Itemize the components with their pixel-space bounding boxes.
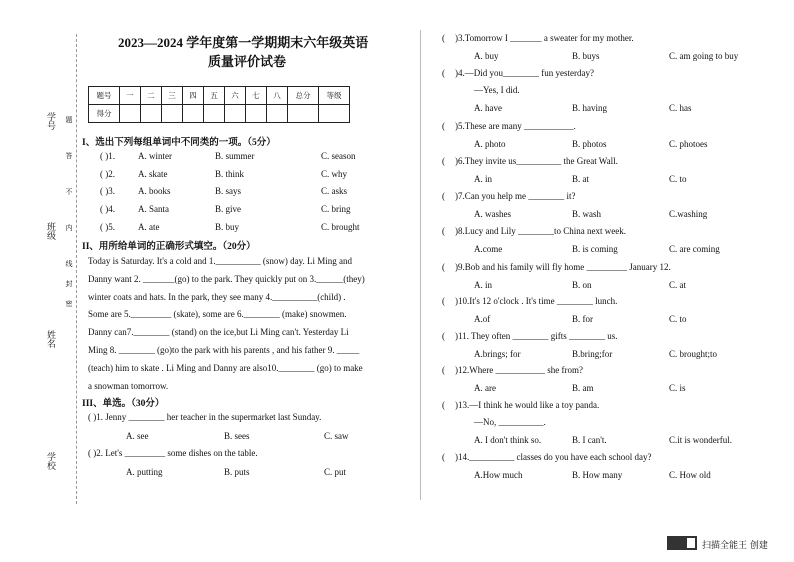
option-a[interactable]: A. buy (474, 51, 499, 61)
option-b[interactable]: B. puts (224, 467, 250, 477)
option-c[interactable]: C. is (669, 383, 686, 393)
question-number: ( )5. (100, 221, 115, 232)
question-text: ( )2. Let's _________ some dishes on the table. (88, 448, 258, 458)
seal-mark: 内 (65, 224, 73, 231)
score-cell[interactable] (120, 105, 141, 123)
question-text: ( )1. Jenny ________ her teacher in the supermarket last Sunday. (88, 412, 322, 422)
question-text: )12.Where ___________ she from? (455, 365, 583, 375)
question-text: )3.Tomorrow I _______ a sweater for my mother. (455, 33, 634, 43)
option-a[interactable]: A. washes (474, 209, 511, 219)
option-b[interactable]: B. photos (572, 139, 607, 149)
question-number: ( )3. (100, 186, 115, 197)
score-cell[interactable] (141, 105, 162, 123)
option-c[interactable]: C. why (321, 168, 348, 179)
option-b[interactable]: B. am (572, 383, 594, 393)
passage-line: Today is Saturday. It's a cold and 1.__________ (snow) day. Li Ming and (88, 256, 353, 266)
answer-paren[interactable]: ( (442, 400, 445, 410)
name-label: 姓名 (45, 330, 55, 348)
answer-paren[interactable]: ( (442, 191, 445, 201)
score-header-cell: 四 (183, 87, 204, 105)
option-b[interactable]: B. having (572, 103, 607, 113)
score-row-label: 得分 (89, 105, 120, 123)
option-a[interactable]: A. books (138, 186, 171, 197)
score-header-cell: 一 (120, 87, 141, 105)
option-a[interactable]: A.of (474, 314, 491, 324)
option-b[interactable]: B. How many (572, 470, 623, 480)
option-c[interactable]: C. saw (324, 431, 349, 441)
option-c[interactable]: C. to (669, 314, 687, 324)
option-b[interactable]: B. summer (215, 151, 255, 161)
option-a[interactable]: A. are (474, 383, 496, 393)
option-b[interactable]: B. think (215, 168, 245, 179)
seal-mark: 封 (65, 280, 73, 287)
score-cell[interactable] (288, 105, 319, 123)
answer-paren[interactable]: ( (442, 121, 445, 131)
option-c[interactable]: C. am going to buy (669, 51, 739, 61)
question-text: )7.Can you help me ________ it? (455, 191, 576, 201)
score-header-cell: 三 (162, 87, 183, 105)
exam-title: 2023—2024 学年度第一学期期末六年级英语 (118, 35, 369, 50)
option-c[interactable]: C.it is wonderful. (669, 435, 732, 445)
seal-mark: 不 (65, 188, 73, 195)
score-cell[interactable] (246, 105, 267, 123)
section-3-title: III、单选。（30分） (82, 399, 165, 409)
option-a[interactable]: A.How much (474, 470, 523, 480)
exam-subtitle: 质量评价试卷 (208, 54, 287, 69)
option-b[interactable]: B. give (215, 204, 241, 215)
option-c[interactable]: C. photoes (669, 139, 708, 149)
class-label: 班级 (45, 222, 55, 240)
passage-line: Some are 5._________ (skate), some are 6.________ (make) snowmen. (88, 309, 347, 320)
score-cell[interactable] (183, 105, 204, 123)
answer-paren[interactable]: ( (442, 33, 445, 43)
option-c[interactable]: C. has (669, 103, 692, 113)
question-text: )4.—Did you________ fun yesterday? (455, 68, 594, 78)
section-2-title: II、用所给单词的正确形式填空。（20分） (82, 242, 256, 252)
option-b[interactable]: B. buy (215, 221, 240, 232)
question-text: )9.Bob and his family will fly home _________ January 12. (455, 262, 671, 272)
column-divider (420, 30, 421, 500)
answer-paren[interactable]: ( (442, 68, 445, 78)
score-cell[interactable] (319, 105, 350, 123)
seal-mark: 线 (65, 260, 73, 267)
passage-line: a snowman tomorrow. (88, 380, 169, 391)
option-c[interactable]: C.washing (669, 209, 708, 219)
section-1-title: I、选出下列每组单词中不同类的一项。（5分） (82, 138, 276, 148)
question-text: )8.Lucy and Lily ________to China next week. (455, 226, 626, 236)
camscanner-logo (667, 536, 697, 550)
option-b[interactable]: B. wash (572, 209, 601, 219)
option-c[interactable]: C. are coming (669, 244, 720, 254)
seal-mark: 密 (65, 300, 73, 307)
answer-paren[interactable]: ( (442, 365, 445, 375)
option-a[interactable]: A. winter (138, 151, 172, 161)
score-cell[interactable] (162, 105, 183, 123)
option-a[interactable]: A. have (474, 103, 502, 113)
option-a[interactable]: A. in (474, 280, 492, 290)
passage-line: (teach) him to skate . Li Ming and Danny are also10.________ (go) to make (88, 362, 363, 373)
question-text: )10.It's 12 o'clock . It's time ________ lunch. (455, 296, 618, 306)
option-a[interactable]: A. Santa (138, 204, 169, 215)
answer-paren[interactable]: ( (442, 262, 445, 272)
option-a[interactable]: A.brings; for (474, 349, 521, 359)
question-number: ( )1. (100, 151, 115, 161)
student-no-label: 学号 (45, 112, 55, 130)
answer-paren[interactable]: ( (442, 296, 445, 306)
option-a[interactable]: A. in (474, 174, 492, 184)
option-a[interactable]: A. skate (138, 168, 168, 179)
seal-mark: 答 (65, 152, 73, 159)
score-header-cell: 七 (246, 87, 267, 105)
option-a[interactable]: A. see (126, 431, 149, 441)
option-b[interactable]: B. I can't. (572, 435, 607, 445)
option-c[interactable]: C. brought (321, 221, 360, 232)
option-b[interactable]: B. for (572, 314, 593, 324)
binding-line (76, 34, 78, 504)
option-b[interactable]: B. says (215, 186, 242, 197)
question-number: ( )2. (100, 168, 115, 179)
watermark-text: 扫描全能王 创建 (702, 541, 768, 551)
score-cell[interactable] (267, 105, 288, 123)
score-header-cell: 五 (204, 87, 225, 105)
answer-paren[interactable]: ( (442, 156, 445, 166)
option-a[interactable]: A.come (474, 244, 503, 254)
option-b[interactable]: B. sees (224, 431, 250, 441)
option-a[interactable]: A. photo (474, 139, 506, 149)
option-b[interactable]: B. is coming (572, 244, 618, 254)
option-c[interactable]: C. bring (321, 204, 351, 215)
answer-paren[interactable]: ( (442, 226, 445, 236)
passage-line: Danny want 2. _______(go) to the park. They quickly put on 3.______(they) (88, 273, 365, 284)
option-c[interactable]: C. at (669, 280, 686, 290)
question-subline: —Yes, I did. (474, 85, 520, 95)
option-b[interactable]: B.bring;for (572, 349, 613, 359)
option-b[interactable]: B. at (572, 174, 589, 184)
score-header-cell: 总分 (288, 87, 319, 105)
option-c[interactable]: C. How old (669, 470, 711, 480)
score-header-cell: 二 (141, 87, 162, 105)
option-a[interactable]: A. ate (138, 221, 160, 232)
question-text: )5.These are many ___________. (455, 121, 576, 131)
question-subline: —No, __________. (474, 417, 546, 427)
option-a[interactable]: A. I don't think so. (474, 435, 542, 445)
option-c[interactable]: C. to (669, 174, 687, 184)
passage-line: Ming 8. ________ (go)to the park with his parents , and his father 9. _____ (88, 345, 360, 355)
score-header-cell: 八 (267, 87, 288, 105)
question-number: ( )4. (100, 204, 115, 215)
question-text: )11. They often ________ gifts ________ us. (455, 331, 618, 341)
option-a[interactable]: A. putting (126, 467, 163, 477)
option-c[interactable]: C. brought;to (669, 349, 718, 359)
school-label: 学校 (45, 452, 55, 470)
question-text: )6.They invite us__________ the Great Wall. (455, 156, 618, 166)
option-c[interactable]: C. asks (321, 186, 348, 197)
score-header-cell: 等级 (319, 87, 350, 105)
score-cell[interactable] (225, 105, 246, 123)
score-table (88, 86, 350, 123)
answer-paren[interactable]: ( (442, 452, 445, 462)
option-c[interactable]: C. put (324, 467, 347, 477)
question-text: )14.__________ classes do you have each school day? (455, 452, 652, 462)
passage-line: Danny can7.________ (stand) on the ice,but Li Ming can't. Yesterday Li (88, 327, 349, 338)
seal-mark: 题 (65, 116, 73, 123)
option-c[interactable]: C. season (321, 151, 356, 161)
score-header-cell: 题号 (89, 87, 120, 105)
score-header-cell: 六 (225, 87, 246, 105)
option-b[interactable]: B. on (572, 280, 592, 290)
option-b[interactable]: B. buys (572, 51, 600, 61)
question-text: )13.—I think he would like a toy panda. (455, 400, 600, 410)
answer-paren[interactable]: ( (442, 331, 445, 341)
passage-line: winter coats and hats. In the park, they see many 4.__________(child) . (88, 291, 346, 302)
score-cell[interactable] (204, 105, 225, 123)
